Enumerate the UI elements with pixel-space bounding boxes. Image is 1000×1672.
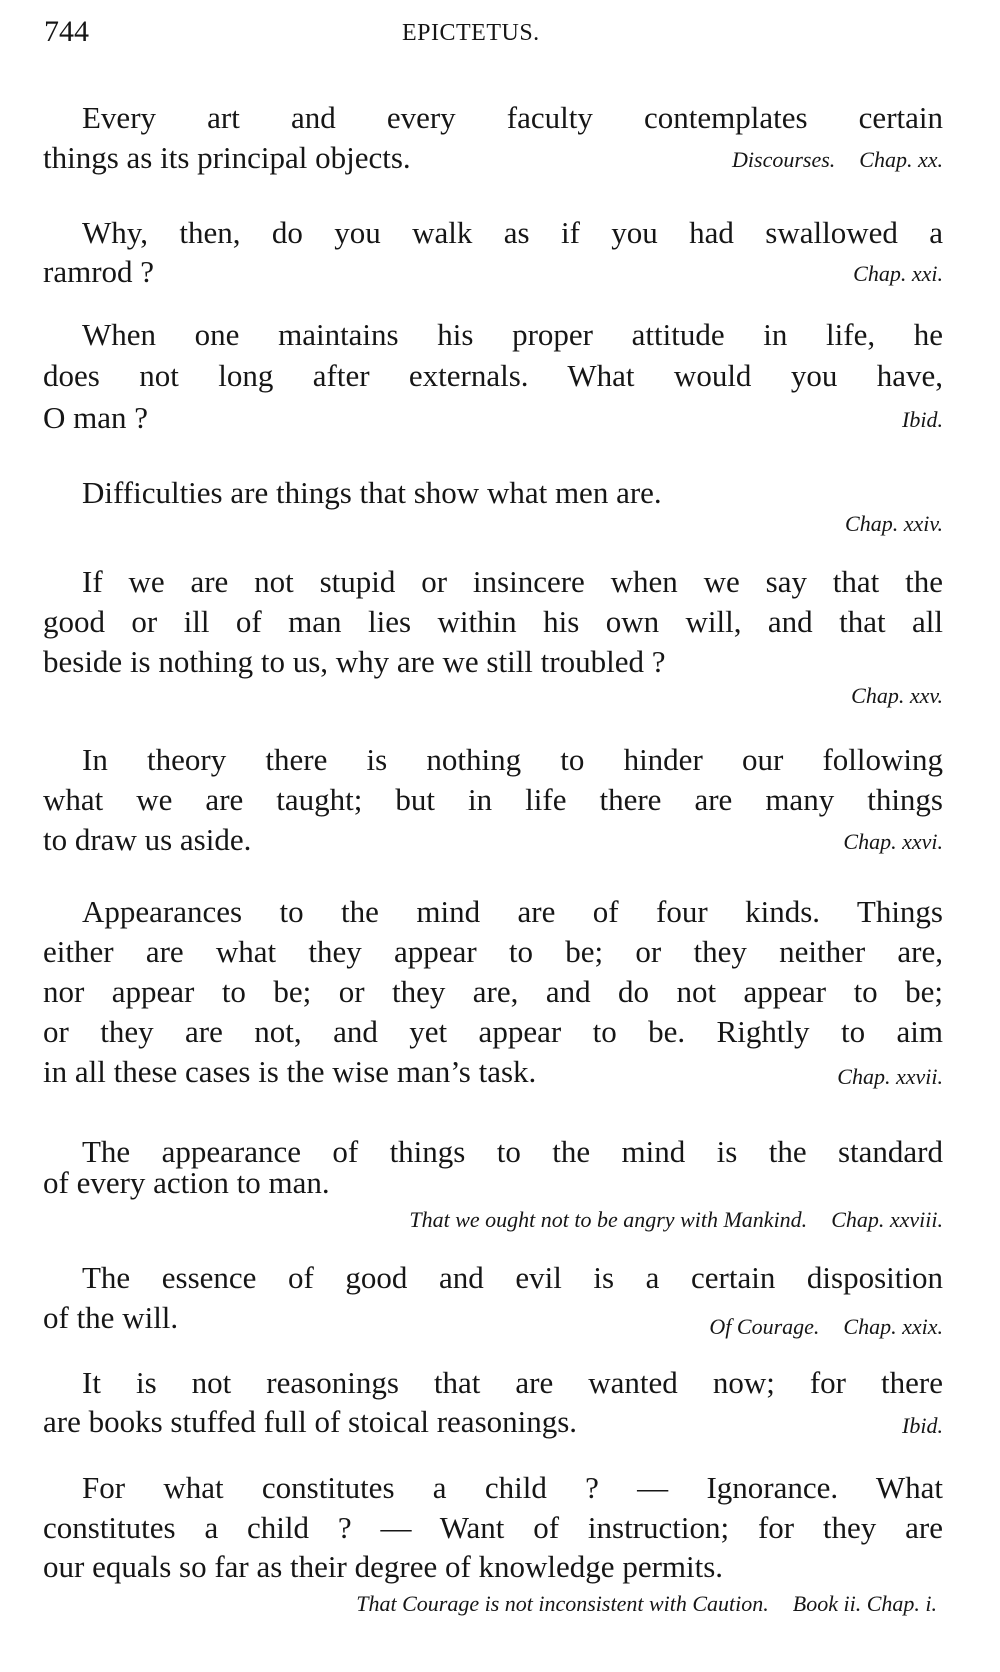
citation: Chap. xxvi. [843, 829, 943, 854]
running-title: EPICTETUS. [402, 20, 540, 46]
quote-line: to draw us aside. [43, 822, 252, 857]
quote-line: It is not reasonings that are wanted now; for there [82, 1365, 943, 1400]
quote-line: Why, then, do you walk as if you had swallowed a [82, 215, 943, 250]
quote-line: If we are not stupid or insincere when we say that the [82, 564, 943, 599]
citation-chapter: Chap. xxviii. [831, 1207, 943, 1232]
citation-source: That we ought not to be angry with Mankind. [409, 1207, 808, 1232]
citation [732, 146, 943, 174]
quote-line: Difficulties are things that show what men are. [82, 475, 662, 510]
quote-line: of the will. [43, 1300, 179, 1335]
citation: Chap. xxi. [853, 261, 943, 286]
citation-chapter: Book ii. Chap. i. [792, 1591, 937, 1616]
quote-line: beside is nothing to us, why are we still troubled ? [43, 644, 666, 679]
quote-line: what we are taught; but in life there are many things [43, 782, 943, 817]
citation-chapter: Chap. xxix. [843, 1314, 943, 1339]
quote-line: The appearance of things to the mind is the standard [82, 1134, 943, 1169]
quote-line: When one maintains his proper attitude in life, he [82, 317, 943, 352]
citation: Chap. xxv. [851, 683, 943, 708]
quote-line: In theory there is nothing to hinder our following [82, 742, 943, 777]
quote-line: Every art and every faculty contemplates certain [82, 100, 943, 135]
quote-line: or they are not, and yet appear to be. Rightly to aim [43, 1014, 943, 1049]
quote-line: Appearances to the mind are of four kinds. Things [82, 894, 943, 929]
quote-line: either are what they appear to be; or they neither are, [43, 934, 943, 969]
citation: Chap. xxiv. [845, 511, 943, 536]
quote-line: constitutes a child ? — Want of instruction; for they are [43, 1510, 943, 1545]
citation: Ibid. [902, 407, 943, 432]
citation [409, 1206, 943, 1234]
quote-line: The essence of good and evil is a certain disposition [82, 1260, 943, 1295]
quote-line: are books stuffed full of stoical reasonings. [43, 1404, 578, 1439]
citation: Ibid. [902, 1413, 943, 1438]
citation: Chap. xxvii. [837, 1064, 943, 1089]
quote-line: in all these cases is the wise man’s task. [43, 1054, 537, 1089]
citation-source: That Courage is not inconsistent with Caution. [356, 1591, 769, 1616]
quote-line: things as its principal objects. [43, 140, 411, 175]
quote-line: nor appear to be; or they are, and do not appear to be; [43, 974, 943, 1009]
quote-line: O man ? [43, 400, 149, 435]
citation-source: Discourses. [732, 147, 836, 172]
quote-line: good or ill of man lies within his own will, and that all [43, 604, 943, 639]
quote-line: of every action to man. [43, 1165, 330, 1200]
page-number: 744 [44, 15, 89, 48]
citation-source: Of Courage. [709, 1314, 820, 1339]
quote-line: ramrod ? [43, 254, 155, 289]
citation [356, 1590, 937, 1618]
quote-line: does not long after externals. What would you have, [43, 358, 943, 393]
citation [709, 1313, 943, 1341]
citation-chapter: Chap. xx. [859, 147, 943, 172]
quote-line: our equals so far as their degree of knowledge permits. [43, 1549, 724, 1584]
quote-line: For what constitutes a child ? — Ignorance. What [82, 1470, 943, 1505]
